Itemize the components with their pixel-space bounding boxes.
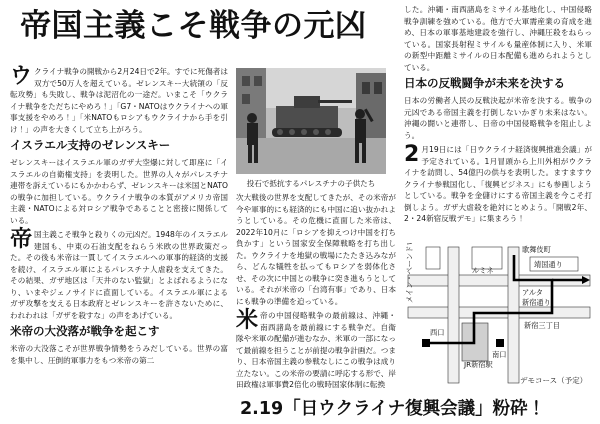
map-label-station: JR新宿駅 [464,360,493,369]
map-label-meeting-point: メイン・ペーンドロ大塚前 [405,243,414,303]
map-label-west-exit: 西口 [430,328,445,337]
right-section-title: 日本の反戦闘争が未来を決する [404,76,565,90]
middle-paragraph2 [236,310,396,391]
section3-title: 米帝の大没落が戦争を起こす [10,324,160,338]
map-label-kabukicho: 歌舞伎町 [522,245,551,254]
right-text2: 日本の労働者人民の反戦決起が米帝を決する。戦争の元凶である帝国主義を打倒しないかぎり未来はない。沖縄の闘いと連帯し、日帝の中国侵略戦争を阻止しよう。 [404,96,592,140]
photo-caption: 投石で抵抗するパレスチナの子供たち [246,179,376,188]
right-paragraph3 [404,144,592,225]
map-label-yasukuni-dori: 靖国通り [534,260,563,269]
section3-text: 米帝の大没落こそが世界戦争情勢をうみだしている。世界の富を集中し、圧倒的軍事力をもつ米帝の第二 [10,344,228,365]
map-label-lumine: ルミネ [472,266,494,275]
map-label-shinjuku-dori: 新宿通り [522,298,551,307]
left-column [10,66,228,369]
right-lead-char: 2 [404,142,420,167]
right-text3: 月19日には「日ウクライナ経済復興推進会議」が予定されている。1月冒頭から上川外相がウクライナを訪問し、54億円の供与を表明した。ますますウクライナ参戦国化し、「復興ビジネス」にも参画しようとしている。戦争を金儲けにする帝国主義を今こそ打倒しよう。ガザ大虐殺を絶対にとめよう。「開戦2年、2・24新宿反戦デモ」に集まろう！ [404,145,592,223]
section1-title: イスラエル支持のゼレンスキー [10,138,171,152]
middle-column [236,192,396,394]
intro-text: クライナ戦争の開戦から2月24日で2年。すでに死傷者は双方で50万人を超えている。ゼレンスキー大統領の「反転攻勢」も失敗し、戦争は泥沼化の一途だ。いまこそ「ウクライナ戦争をただちにやめろ！」「G7・NATOはウクライナへの軍事支援をやめろ！」「米NATOもロシアもウクライナから手を引け！」の声を大きくして立ち上がろう。 [10,67,228,134]
middle-text1: 次大戦後の世界を支配してきたが、その米帝が今や軍事的にも経済的にも中国に追い抜かれようとしている。その危機に直面した米帝は、2022年10月に「ロシアを抑えつけ中国を打ち負かす」という国家安全保障戦略を打ち出した。ウクライナを地獄の戦場にたたき込みながら、どんな犠牲を払ってもロシアを弱体化させ、その次に中国との戦争に突き進もうとしている。それが米帝の「台湾有事」であり、日本にも戦争の準備を迫っている。 [236,193,396,306]
intro-lead-char: ウ [10,64,33,89]
section2-text: 国主義こそ戦争と殺りくの元凶だ。1948年のイスラエル建国も、中東の石油支配をねらう米欧の世界政策だった。その後も米帝は一貫してイスラエルへの軍事的経済的支援を続け、イスラエル軍によるパレスチナ人虐殺を支えてきた。その結果、ガザ地区は「天井のない監獄」とよばれるようになり、いまやジェノサイドに直面している。イスラエル軍によるガザ攻撃を支える日本政府とゼレンスキーを許さないために、われわれは「ガザを殺すな」の声をあげている。 [10,230,228,320]
demo-map [402,243,596,389]
section1-text: ゼレンスキーはイスラエル軍のガザ大空爆に対して即座に「イスラエルの自衛権支持」を表明した。世界の人々がパレスチナ連帯を訴えているにもかかわらず、ゼレンスキーは米国とNATOの戦争に加担している。ウクライナ戦争の本質がアメリカ帝国主義・NATOによる対ロシア戦争であることと密接に関係している。 [10,158,228,225]
middle-lead-char: 米 [236,308,259,333]
right-column [404,4,592,228]
demo-map-svg [402,243,596,389]
middle-text2: 帝の中国侵略戦争の最前線は、沖縄・南西諸島を最前線にする戦争だ。自衛隊や米軍の配備が進むなか、米軍の一部になって最前線を担うことが前提の戦争計画だ。つまり、日本帝国主義の参戦なしにこの戦争は成り立たない。この米帝の要請に呼応する形で、岸田政権は軍事費2倍化の戦時国家体制に転換 [236,311,396,389]
protest-photo-image [236,68,386,174]
right-text1: した。沖縄・南西諸島をミサイル基地化し、中国侵略戦争訓練を強めている。他方で大軍需産業の育成を進め、日本の軍事基地建設を強行し、沖縄圧殺をねらっている。国家長射程ミサイルも量産体制に入り、米軍の新型中距離ミサイルの日本配備も進められようとしている。 [404,5,592,72]
section2-paragraph [10,229,228,321]
map-label-demo-course: デモコース（予定） [520,376,588,385]
map-label-shinjuku-sanchome: 新宿三丁目 [524,321,560,330]
map-label-alta: アルタ [522,288,543,297]
section2-lead-char: 帝 [10,227,33,252]
call-to-action: 2.19「日ウクライナ復興会議」粉砕！ [240,399,546,419]
intro-paragraph [10,66,228,135]
news-photo [236,68,386,174]
map-label-south-exit: 南口 [492,350,507,359]
headline: 帝国主義こそ戦争の元凶 [20,8,367,44]
